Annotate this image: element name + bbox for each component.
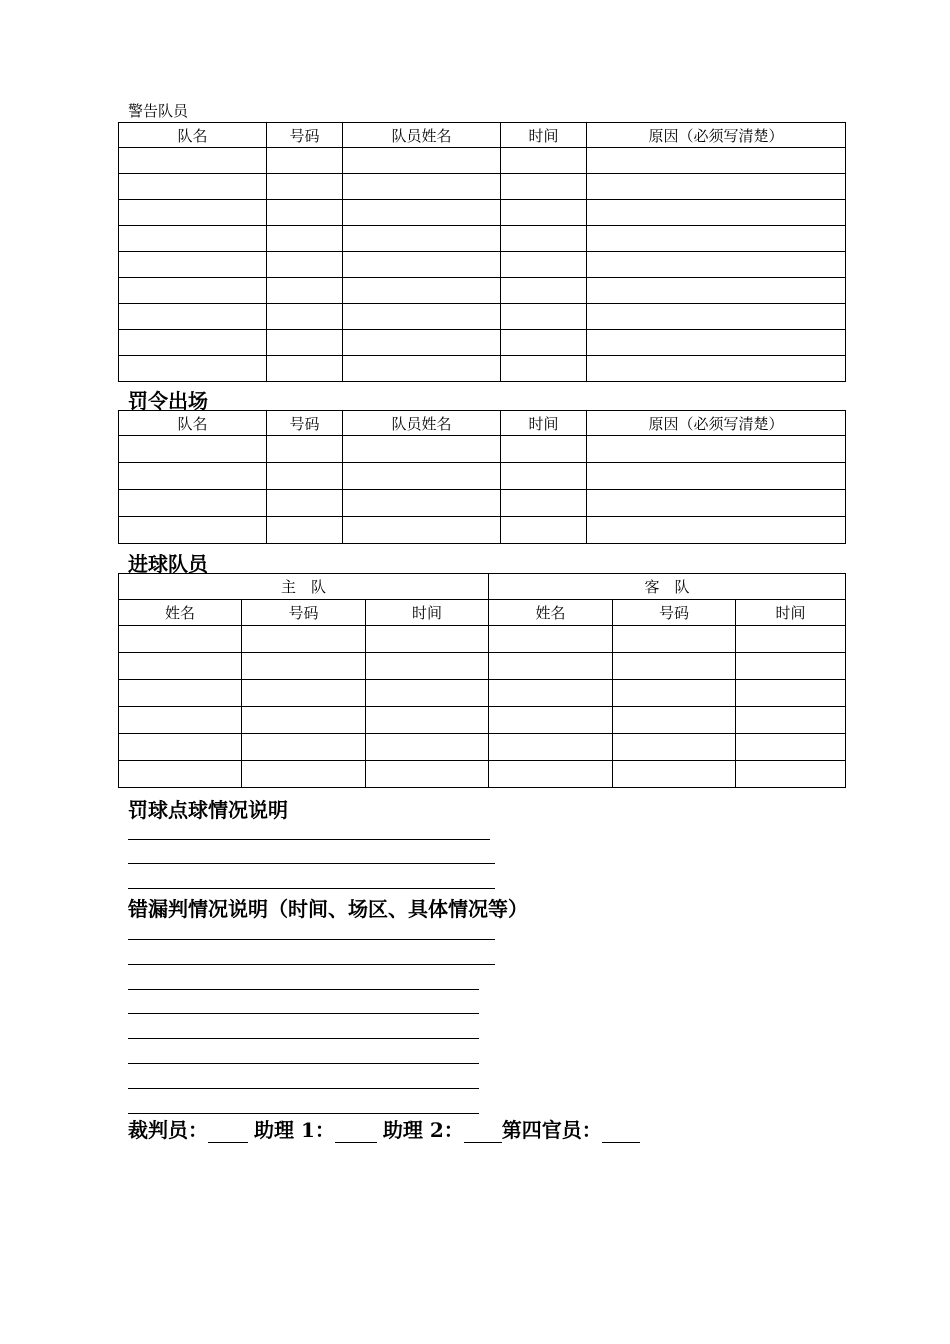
table-cell[interactable] xyxy=(489,626,613,653)
table-cell[interactable] xyxy=(343,304,501,330)
table-cell[interactable] xyxy=(242,761,366,788)
warning-row xyxy=(119,278,846,304)
table-cell[interactable] xyxy=(501,304,587,330)
table-cell[interactable] xyxy=(489,734,613,761)
table-cell[interactable] xyxy=(119,330,267,356)
table-cell[interactable] xyxy=(343,330,501,356)
goals-row xyxy=(119,761,846,788)
table-cell[interactable] xyxy=(242,626,366,653)
table-cell[interactable] xyxy=(343,490,501,517)
table-cell[interactable] xyxy=(119,356,267,382)
goals-table xyxy=(118,573,846,788)
warning-row xyxy=(119,252,846,278)
sendoff-row xyxy=(119,436,846,463)
table-cell[interactable] xyxy=(501,148,587,174)
table-cell[interactable] xyxy=(501,200,587,226)
penalty-line[interactable] xyxy=(128,888,495,889)
table-cell[interactable] xyxy=(267,490,343,517)
table-cell[interactable] xyxy=(366,680,489,707)
errors-line[interactable] xyxy=(128,964,495,965)
table-cell[interactable] xyxy=(613,653,736,680)
header-time: 时间 xyxy=(501,123,587,148)
warning-row xyxy=(119,200,846,226)
table-cell[interactable] xyxy=(489,761,613,788)
table-cell[interactable] xyxy=(119,278,267,304)
sendoff-section-title: 罚令出场 xyxy=(128,389,208,413)
errors-line[interactable] xyxy=(128,1038,479,1039)
table-cell[interactable] xyxy=(613,707,736,734)
table-cell[interactable] xyxy=(587,174,846,200)
goals-row xyxy=(119,734,846,761)
header-player-name: 队员姓名 xyxy=(343,123,501,148)
goals-section-title: 进球队员 xyxy=(128,552,208,576)
header-team: 队名 xyxy=(119,411,267,436)
table-cell[interactable] xyxy=(736,626,846,653)
header-home-name: 姓名 xyxy=(119,600,242,626)
sendoff-table xyxy=(118,410,846,544)
table-cell[interactable] xyxy=(587,463,846,490)
errors-line[interactable] xyxy=(128,1063,479,1064)
referee-label: 裁判员： xyxy=(128,1118,208,1142)
table-cell[interactable] xyxy=(267,463,343,490)
goals-row xyxy=(119,680,846,707)
table-cell[interactable] xyxy=(587,517,846,544)
table-cell[interactable] xyxy=(501,463,587,490)
table-cell[interactable] xyxy=(501,252,587,278)
table-cell[interactable] xyxy=(366,707,489,734)
table-cell[interactable] xyxy=(119,490,267,517)
sendoff-header-row xyxy=(119,411,846,436)
fourth-official-label: 第四官员： xyxy=(501,1118,602,1142)
header-player-name: 队员姓名 xyxy=(343,411,501,436)
table-cell[interactable] xyxy=(366,734,489,761)
table-cell[interactable] xyxy=(587,200,846,226)
table-cell[interactable] xyxy=(343,200,501,226)
header-away-number: 号码 xyxy=(613,600,736,626)
table-cell[interactable] xyxy=(587,490,846,517)
header-time: 时间 xyxy=(501,411,587,436)
warning-row xyxy=(119,304,846,330)
table-cell[interactable] xyxy=(613,734,736,761)
warning-table xyxy=(118,122,846,382)
table-cell[interactable] xyxy=(736,680,846,707)
table-cell[interactable] xyxy=(119,148,267,174)
table-cell[interactable] xyxy=(587,330,846,356)
errors-section-title: 错漏判情况说明（时间、场区、具体情况等） xyxy=(128,897,528,921)
table-cell[interactable] xyxy=(736,707,846,734)
header-home-number: 号码 xyxy=(242,600,366,626)
table-cell[interactable] xyxy=(736,653,846,680)
table-cell[interactable] xyxy=(343,517,501,544)
errors-line[interactable] xyxy=(128,939,495,940)
table-cell[interactable] xyxy=(613,626,736,653)
penalty-line[interactable] xyxy=(128,863,495,864)
errors-line[interactable] xyxy=(128,1088,479,1089)
table-cell[interactable] xyxy=(613,761,736,788)
assistant2-label: 助理 2： xyxy=(382,1118,464,1142)
table-cell[interactable] xyxy=(267,200,343,226)
table-cell[interactable] xyxy=(587,278,846,304)
table-cell[interactable] xyxy=(613,680,736,707)
table-cell[interactable] xyxy=(267,436,343,463)
table-cell[interactable] xyxy=(267,356,343,382)
table-cell[interactable] xyxy=(119,463,267,490)
warning-header-row xyxy=(119,123,846,148)
header-away-time: 时间 xyxy=(736,600,846,626)
table-cell[interactable] xyxy=(489,707,613,734)
header-reason: 原因（必须写清楚） xyxy=(587,411,846,436)
table-cell[interactable] xyxy=(587,356,846,382)
table-cell[interactable] xyxy=(343,356,501,382)
penalty-section-title: 罚球点球情况说明 xyxy=(128,798,288,822)
table-cell[interactable] xyxy=(119,226,267,252)
assistant1-blank[interactable] xyxy=(335,1122,377,1143)
penalty-line[interactable] xyxy=(128,839,490,840)
table-cell[interactable] xyxy=(587,252,846,278)
goals-header-row xyxy=(119,600,846,626)
signature-row xyxy=(128,1114,646,1143)
table-cell[interactable] xyxy=(119,734,242,761)
assistant1-label: 助理 1： xyxy=(254,1118,335,1142)
table-cell[interactable] xyxy=(501,174,587,200)
header-home-time: 时间 xyxy=(366,600,489,626)
goals-row xyxy=(119,626,846,653)
table-cell[interactable] xyxy=(119,200,267,226)
table-cell[interactable] xyxy=(343,278,501,304)
table-cell[interactable] xyxy=(119,707,242,734)
table-cell[interactable] xyxy=(343,463,501,490)
table-cell[interactable] xyxy=(501,278,587,304)
table-cell[interactable] xyxy=(501,330,587,356)
fourth-official-blank[interactable] xyxy=(602,1122,640,1143)
table-cell[interactable] xyxy=(242,707,366,734)
table-cell[interactable] xyxy=(501,490,587,517)
table-cell[interactable] xyxy=(343,226,501,252)
header-number: 号码 xyxy=(267,123,343,148)
table-cell[interactable] xyxy=(242,653,366,680)
table-cell[interactable] xyxy=(501,356,587,382)
table-cell[interactable] xyxy=(343,436,501,463)
table-cell[interactable] xyxy=(119,174,267,200)
table-cell[interactable] xyxy=(489,680,613,707)
table-cell[interactable] xyxy=(267,226,343,252)
table-cell[interactable] xyxy=(267,304,343,330)
table-cell[interactable] xyxy=(501,226,587,252)
away-team-header: 客 队 xyxy=(489,574,846,600)
assistant2-blank[interactable] xyxy=(464,1122,502,1143)
table-cell[interactable] xyxy=(119,436,267,463)
sendoff-row xyxy=(119,490,846,517)
header-reason: 原因（必须写清楚） xyxy=(587,123,846,148)
table-cell[interactable] xyxy=(489,653,613,680)
warning-row xyxy=(119,148,846,174)
table-cell[interactable] xyxy=(119,653,242,680)
warning-row xyxy=(119,174,846,200)
errors-line[interactable] xyxy=(128,1013,479,1014)
referee-blank[interactable] xyxy=(208,1122,248,1143)
errors-line[interactable] xyxy=(128,989,479,990)
warning-section-title: 警告队员 xyxy=(128,102,189,120)
table-cell[interactable] xyxy=(343,174,501,200)
header-number: 号码 xyxy=(267,411,343,436)
table-cell[interactable] xyxy=(242,680,366,707)
table-cell[interactable] xyxy=(267,517,343,544)
warning-row xyxy=(119,226,846,252)
table-cell[interactable] xyxy=(267,278,343,304)
table-cell[interactable] xyxy=(366,653,489,680)
table-cell[interactable] xyxy=(736,734,846,761)
goals-row xyxy=(119,653,846,680)
table-cell[interactable] xyxy=(267,174,343,200)
table-cell[interactable] xyxy=(343,252,501,278)
table-cell[interactable] xyxy=(366,761,489,788)
home-team-header: 主 队 xyxy=(119,574,489,600)
goals-row xyxy=(119,707,846,734)
warning-row xyxy=(119,356,846,382)
table-cell[interactable] xyxy=(587,436,846,463)
table-cell[interactable] xyxy=(343,148,501,174)
table-cell[interactable] xyxy=(119,517,267,544)
table-cell[interactable] xyxy=(501,436,587,463)
table-cell[interactable] xyxy=(587,148,846,174)
table-cell[interactable] xyxy=(366,626,489,653)
goals-team-row xyxy=(119,574,846,600)
table-cell[interactable] xyxy=(587,304,846,330)
table-cell[interactable] xyxy=(587,226,846,252)
table-cell[interactable] xyxy=(119,304,267,330)
sendoff-row xyxy=(119,463,846,490)
table-cell[interactable] xyxy=(119,626,242,653)
warning-row xyxy=(119,330,846,356)
header-away-name: 姓名 xyxy=(489,600,613,626)
sendoff-row xyxy=(119,517,846,544)
table-cell[interactable] xyxy=(267,148,343,174)
table-cell[interactable] xyxy=(267,252,343,278)
table-cell[interactable] xyxy=(736,761,846,788)
table-cell[interactable] xyxy=(267,330,343,356)
table-cell[interactable] xyxy=(119,680,242,707)
table-cell[interactable] xyxy=(119,252,267,278)
table-cell[interactable] xyxy=(119,761,242,788)
header-team: 队名 xyxy=(119,123,267,148)
table-cell[interactable] xyxy=(501,517,587,544)
table-cell[interactable] xyxy=(242,734,366,761)
